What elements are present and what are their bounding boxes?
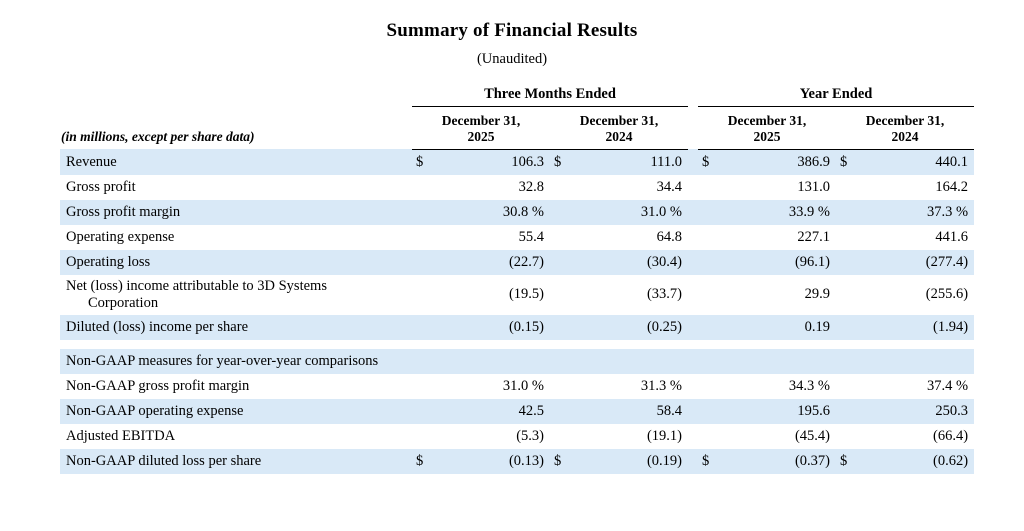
currency-symbol: $ [698,449,724,474]
row-label: Gross profit margin [60,200,412,225]
currency-symbol [412,200,438,225]
row-value: 31.0 % [438,374,550,399]
table-row [60,250,974,275]
column-gap [688,149,698,175]
currency-symbol [698,349,724,374]
row-value: 37.4 % [862,374,974,399]
currency-symbol [550,424,576,449]
column-gap [688,250,698,275]
row-label-continuation: Corporation [88,294,159,311]
currency-symbol [698,399,724,424]
currency-symbol [550,374,576,399]
column-gap [688,449,698,474]
column-header-line1: December 31, [727,113,807,128]
group-header-year: Year Ended [698,84,974,107]
row-value: (30.4) [576,250,688,275]
row-label: Adjusted EBITDA [60,424,412,449]
row-value: 37.3 % [862,200,974,225]
row-value: 441.6 [862,225,974,250]
column-header-line2: 2025 [467,128,495,144]
row-value [862,349,974,374]
currency-symbol [836,374,862,399]
row-value: (19.1) [576,424,688,449]
row-value: (66.4) [862,424,974,449]
row-value [576,349,688,374]
row-value: (5.3) [438,424,550,449]
column-gap [688,399,698,424]
currency-symbol [412,250,438,275]
row-label: Gross profit [60,175,412,200]
currency-symbol [836,424,862,449]
table-row [60,349,974,374]
currency-symbol: $ [412,449,438,474]
column-header-fy-2025 [698,107,836,150]
currency-symbol [412,225,438,250]
row-value: (22.7) [438,250,550,275]
row-value: (0.25) [576,315,688,340]
table-row [60,200,974,225]
row-value: 58.4 [576,399,688,424]
currency-symbol: $ [698,149,724,175]
row-value: 31.3 % [576,374,688,399]
column-header-fy-2024 [836,107,974,150]
row-value: (0.19) [576,449,688,474]
table-header [60,84,974,149]
row-value: 64.8 [576,225,688,250]
currency-symbol [412,275,438,315]
currency-symbol: $ [836,449,862,474]
currency-symbol [836,315,862,340]
currency-symbol [412,175,438,200]
page-title: Summary of Financial Results [386,20,638,41]
table-row [60,374,974,399]
row-value: 0.19 [724,315,836,340]
column-header-line2: 2025 [753,128,781,144]
group-header-three-months: Three Months Ended [412,84,688,107]
row-value: (255.6) [862,275,974,315]
currency-symbol [836,349,862,374]
currency-symbol [550,200,576,225]
column-header-q4-2025 [412,107,550,150]
row-value: 386.9 [724,149,836,175]
row-label: Operating loss [60,250,412,275]
row-value: 34.4 [576,175,688,200]
currency-symbol [412,374,438,399]
row-label: Diluted (loss) income per share [60,315,412,340]
row-value: 131.0 [724,175,836,200]
currency-symbol [550,399,576,424]
row-label: Non-GAAP operating expense [60,399,412,424]
column-gap [688,175,698,200]
currency-symbol: $ [836,149,862,175]
table-row [60,175,974,200]
currency-symbol [698,225,724,250]
row-value: 106.3 [438,149,550,175]
column-header-line1: December 31, [441,113,521,128]
currency-symbol [698,374,724,399]
currency-symbol [550,250,576,275]
row-value: 32.8 [438,175,550,200]
row-value: (277.4) [862,250,974,275]
currency-symbol [698,250,724,275]
table-row [60,315,974,340]
table-row [60,399,974,424]
table-body [60,149,974,474]
row-value: 33.9 % [724,200,836,225]
table-row [60,149,974,175]
currency-symbol [836,275,862,315]
units-note: (in millions, except per share data) [61,129,255,145]
row-label: Operating expense [60,225,412,250]
row-value: (1.94) [862,315,974,340]
row-value: (19.5) [438,275,550,315]
row-label: Non-GAAP measures for year-over-year comparisons [60,349,412,374]
column-header-line1: December 31, [579,113,659,128]
currency-symbol [550,275,576,315]
column-header-line2: 2024 [891,128,919,144]
row-value: (0.37) [724,449,836,474]
currency-symbol [698,275,724,315]
currency-symbol [412,424,438,449]
financial-results-table [60,84,974,474]
row-value: (33.7) [576,275,688,315]
table-spacer-row [60,340,974,349]
row-value: (0.62) [862,449,974,474]
column-gap [688,225,698,250]
row-value [724,349,836,374]
currency-symbol [836,250,862,275]
row-value: 111.0 [576,149,688,175]
currency-symbol [550,349,576,374]
row-value: 31.0 % [576,200,688,225]
column-gap [688,275,698,315]
row-value: (45.4) [724,424,836,449]
row-value: 29.9 [724,275,836,315]
column-header-line2: 2024 [605,128,633,144]
currency-symbol [412,315,438,340]
page-subtitle: (Unaudited) [476,51,548,67]
currency-symbol [698,175,724,200]
column-header-q4-2024 [550,107,688,150]
currency-symbol [836,175,862,200]
table-row [60,449,974,474]
currency-symbol [698,315,724,340]
column-header-row [60,107,974,150]
currency-symbol: $ [412,149,438,175]
table-row [60,225,974,250]
row-value: 42.5 [438,399,550,424]
row-label: Net (loss) income attributable to 3D Systems Corporation [60,275,412,315]
currency-symbol [550,175,576,200]
row-value: 30.8 % [438,200,550,225]
row-value [438,349,550,374]
row-value: 55.4 [438,225,550,250]
currency-symbol [412,399,438,424]
currency-symbol [698,200,724,225]
column-gap [688,374,698,399]
currency-symbol: $ [550,449,576,474]
column-gap [688,315,698,340]
column-gap [688,349,698,374]
group-header-row [60,84,974,107]
row-value: (0.13) [438,449,550,474]
column-gap [688,424,698,449]
table-row [60,424,974,449]
currency-symbol [836,225,862,250]
row-value: 227.1 [724,225,836,250]
row-label: Revenue [60,149,412,175]
currency-symbol [550,315,576,340]
column-header-line1: December 31, [865,113,945,128]
column-gap [688,200,698,225]
currency-symbol [698,424,724,449]
row-value: 250.3 [862,399,974,424]
row-label: Non-GAAP diluted loss per share [60,449,412,474]
currency-symbol [836,399,862,424]
row-value: 195.6 [724,399,836,424]
currency-symbol [412,349,438,374]
row-value: 34.3 % [724,374,836,399]
currency-symbol [550,225,576,250]
row-value: (96.1) [724,250,836,275]
row-value: 440.1 [862,149,974,175]
row-label: Non-GAAP gross profit margin [60,374,412,399]
currency-symbol [836,200,862,225]
currency-symbol: $ [550,149,576,175]
row-value: (0.15) [438,315,550,340]
row-value: 164.2 [862,175,974,200]
table-row [60,275,974,315]
